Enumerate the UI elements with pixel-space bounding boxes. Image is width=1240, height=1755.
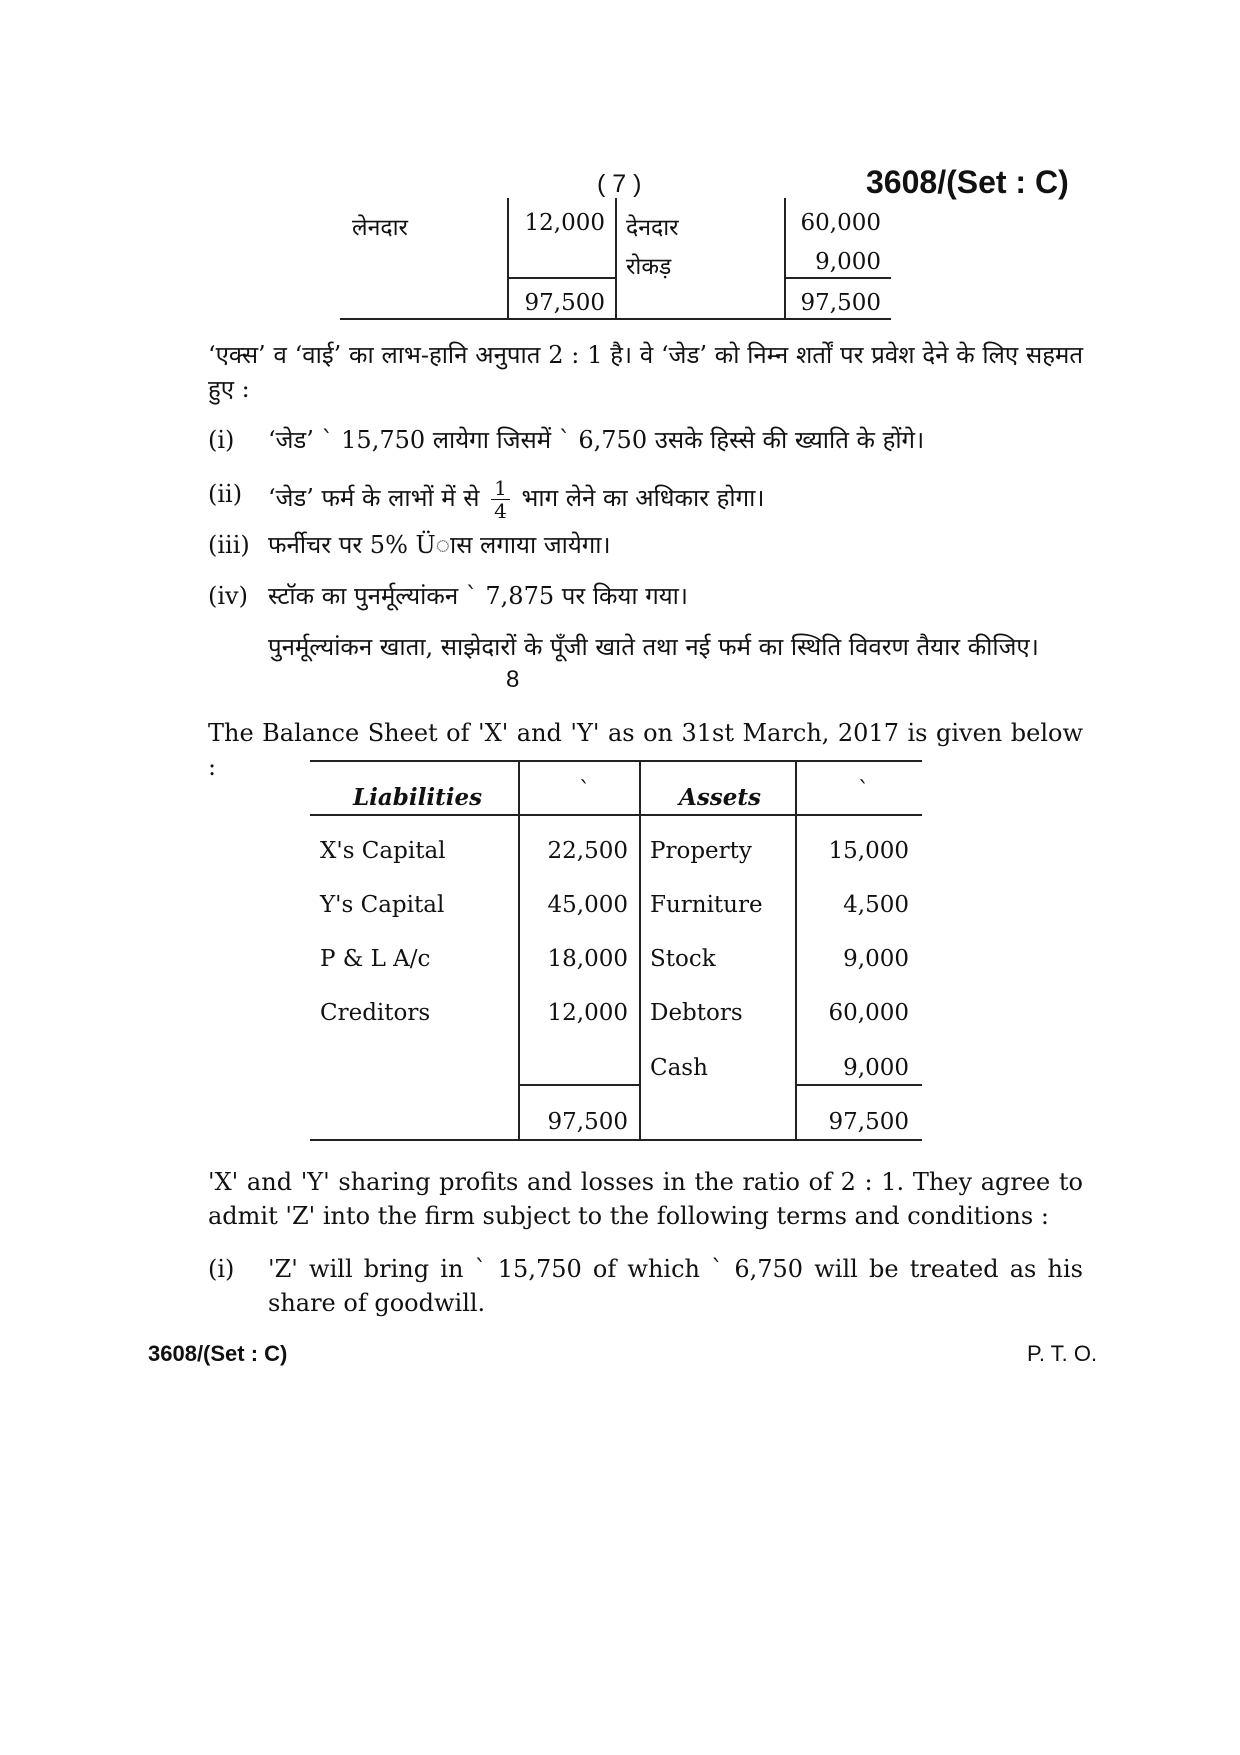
- item-text: फर्नीचर पर 5% Üास लगाया जायेगा।: [268, 531, 611, 559]
- column-divider: [507, 198, 509, 320]
- liability-amount: 12,000: [547, 1000, 628, 1026]
- subtotal-line: [784, 277, 891, 279]
- liabilities-total: 97,500: [524, 290, 605, 316]
- liability-label: Y's Capital: [320, 892, 445, 918]
- english-intro: The Balance Sheet of 'X' and 'Y' as on 31st March, 2017 is given below :: [208, 719, 1083, 781]
- item-text: स्टॉक का पुनर्मूल्यांकन ` 7,875 पर किया गया।: [268, 582, 688, 610]
- paper-code-footer: 3608/(Set : C): [148, 1341, 288, 1366]
- asset-label: Furniture: [650, 892, 763, 918]
- asset-label: रोकड़: [626, 254, 672, 280]
- header-currency: `: [579, 778, 591, 804]
- asset-amount: 15,000: [828, 838, 909, 864]
- page-number: ( 7 ): [597, 170, 642, 198]
- liability-label: P & L A/c: [320, 946, 431, 972]
- paper-code-header: 3608/(Set : C): [866, 164, 1069, 200]
- asset-amount: 4,500: [843, 892, 909, 918]
- liability-label: Creditors: [320, 1000, 431, 1026]
- asset-amount: 9,000: [843, 946, 909, 972]
- item-number: (i): [208, 426, 235, 454]
- asset-label: Debtors: [650, 1000, 743, 1026]
- header-liabilities: Liabilities: [353, 784, 483, 811]
- subtotal-line: [518, 1084, 639, 1086]
- asset-amount: 9,000: [843, 1055, 909, 1081]
- header-rule: [310, 814, 922, 816]
- marks: 8: [506, 666, 520, 693]
- fraction-numerator: 1: [491, 477, 510, 500]
- header-currency: `: [858, 778, 870, 804]
- column-divider: [615, 198, 617, 320]
- asset-label: Stock: [650, 946, 716, 972]
- bottom-rule: [310, 1139, 922, 1141]
- fraction-denominator: 4: [494, 499, 507, 523]
- pto-label: P. T. O.: [1027, 1341, 1098, 1366]
- item-number: (ii): [208, 480, 243, 508]
- bottom-rule: [340, 318, 891, 320]
- asset-label: देनदार: [626, 215, 679, 241]
- fraction: [491, 477, 510, 522]
- english-terms: 'X' and 'Y' sharing profits and losses in the ratio of 2 : 1. They agree to admit 'Z' into the firm subject to the following terms and conditions :: [208, 1168, 1083, 1230]
- asset-amount: 60,000: [828, 1000, 909, 1026]
- assets-total: 97,500: [800, 290, 881, 316]
- item-number: (iv): [208, 582, 248, 610]
- assets-total: 97,500: [828, 1109, 909, 1135]
- item-text: भाग लेने का अधिकार होगा।: [521, 484, 765, 512]
- liability-label: लेनदार: [352, 215, 408, 241]
- item-text-fraction: [268, 477, 1083, 522]
- liability-label: X's Capital: [320, 838, 446, 864]
- asset-amount: 9,000: [815, 249, 881, 275]
- column-divider: [639, 760, 641, 1141]
- hindi-intro: ‘एक्स’ व ‘वाई’ का लाभ-हानि अनुपात 2 : 1 है। वे ‘जेड’ को निम्न शर्तों पर प्रवेश देने के लिए सहमत हुए :: [208, 341, 1083, 403]
- item-text: ‘जेड’ ` 15,750 लायेगा जिसमें ` 6,750 उसके हिस्से की ख्याति के होंगे।: [268, 426, 925, 454]
- liability-amount: 18,000: [547, 946, 628, 972]
- item-text: ‘जेड’ फर्म के लाभों में से: [268, 484, 480, 512]
- liability-amount: 45,000: [547, 892, 628, 918]
- subtotal-line: [795, 1084, 922, 1086]
- asset-label: Cash: [650, 1055, 708, 1081]
- liabilities-total: 97,500: [547, 1109, 628, 1135]
- asset-label: Property: [650, 838, 752, 864]
- top-rule: [310, 760, 922, 762]
- header-assets: Assets: [679, 784, 761, 811]
- liability-amount: 22,500: [547, 838, 628, 864]
- item-number: (iii): [208, 531, 250, 559]
- hindi-instruction: पुनर्मूल्यांकन खाता, साझेदारों के पूँजी खाते तथा नई फर्म का स्थिति विवरण तैयार कीजिए।: [268, 633, 1039, 661]
- asset-amount: 60,000: [800, 210, 881, 236]
- liability-amount: 12,000: [524, 210, 605, 236]
- item-text: 'Z' will bring in ` 15,750 of which ` 6,750 will be treated as his share of goodwill.: [268, 1255, 1083, 1317]
- subtotal-line: [507, 277, 615, 279]
- item-number: (i): [208, 1255, 235, 1283]
